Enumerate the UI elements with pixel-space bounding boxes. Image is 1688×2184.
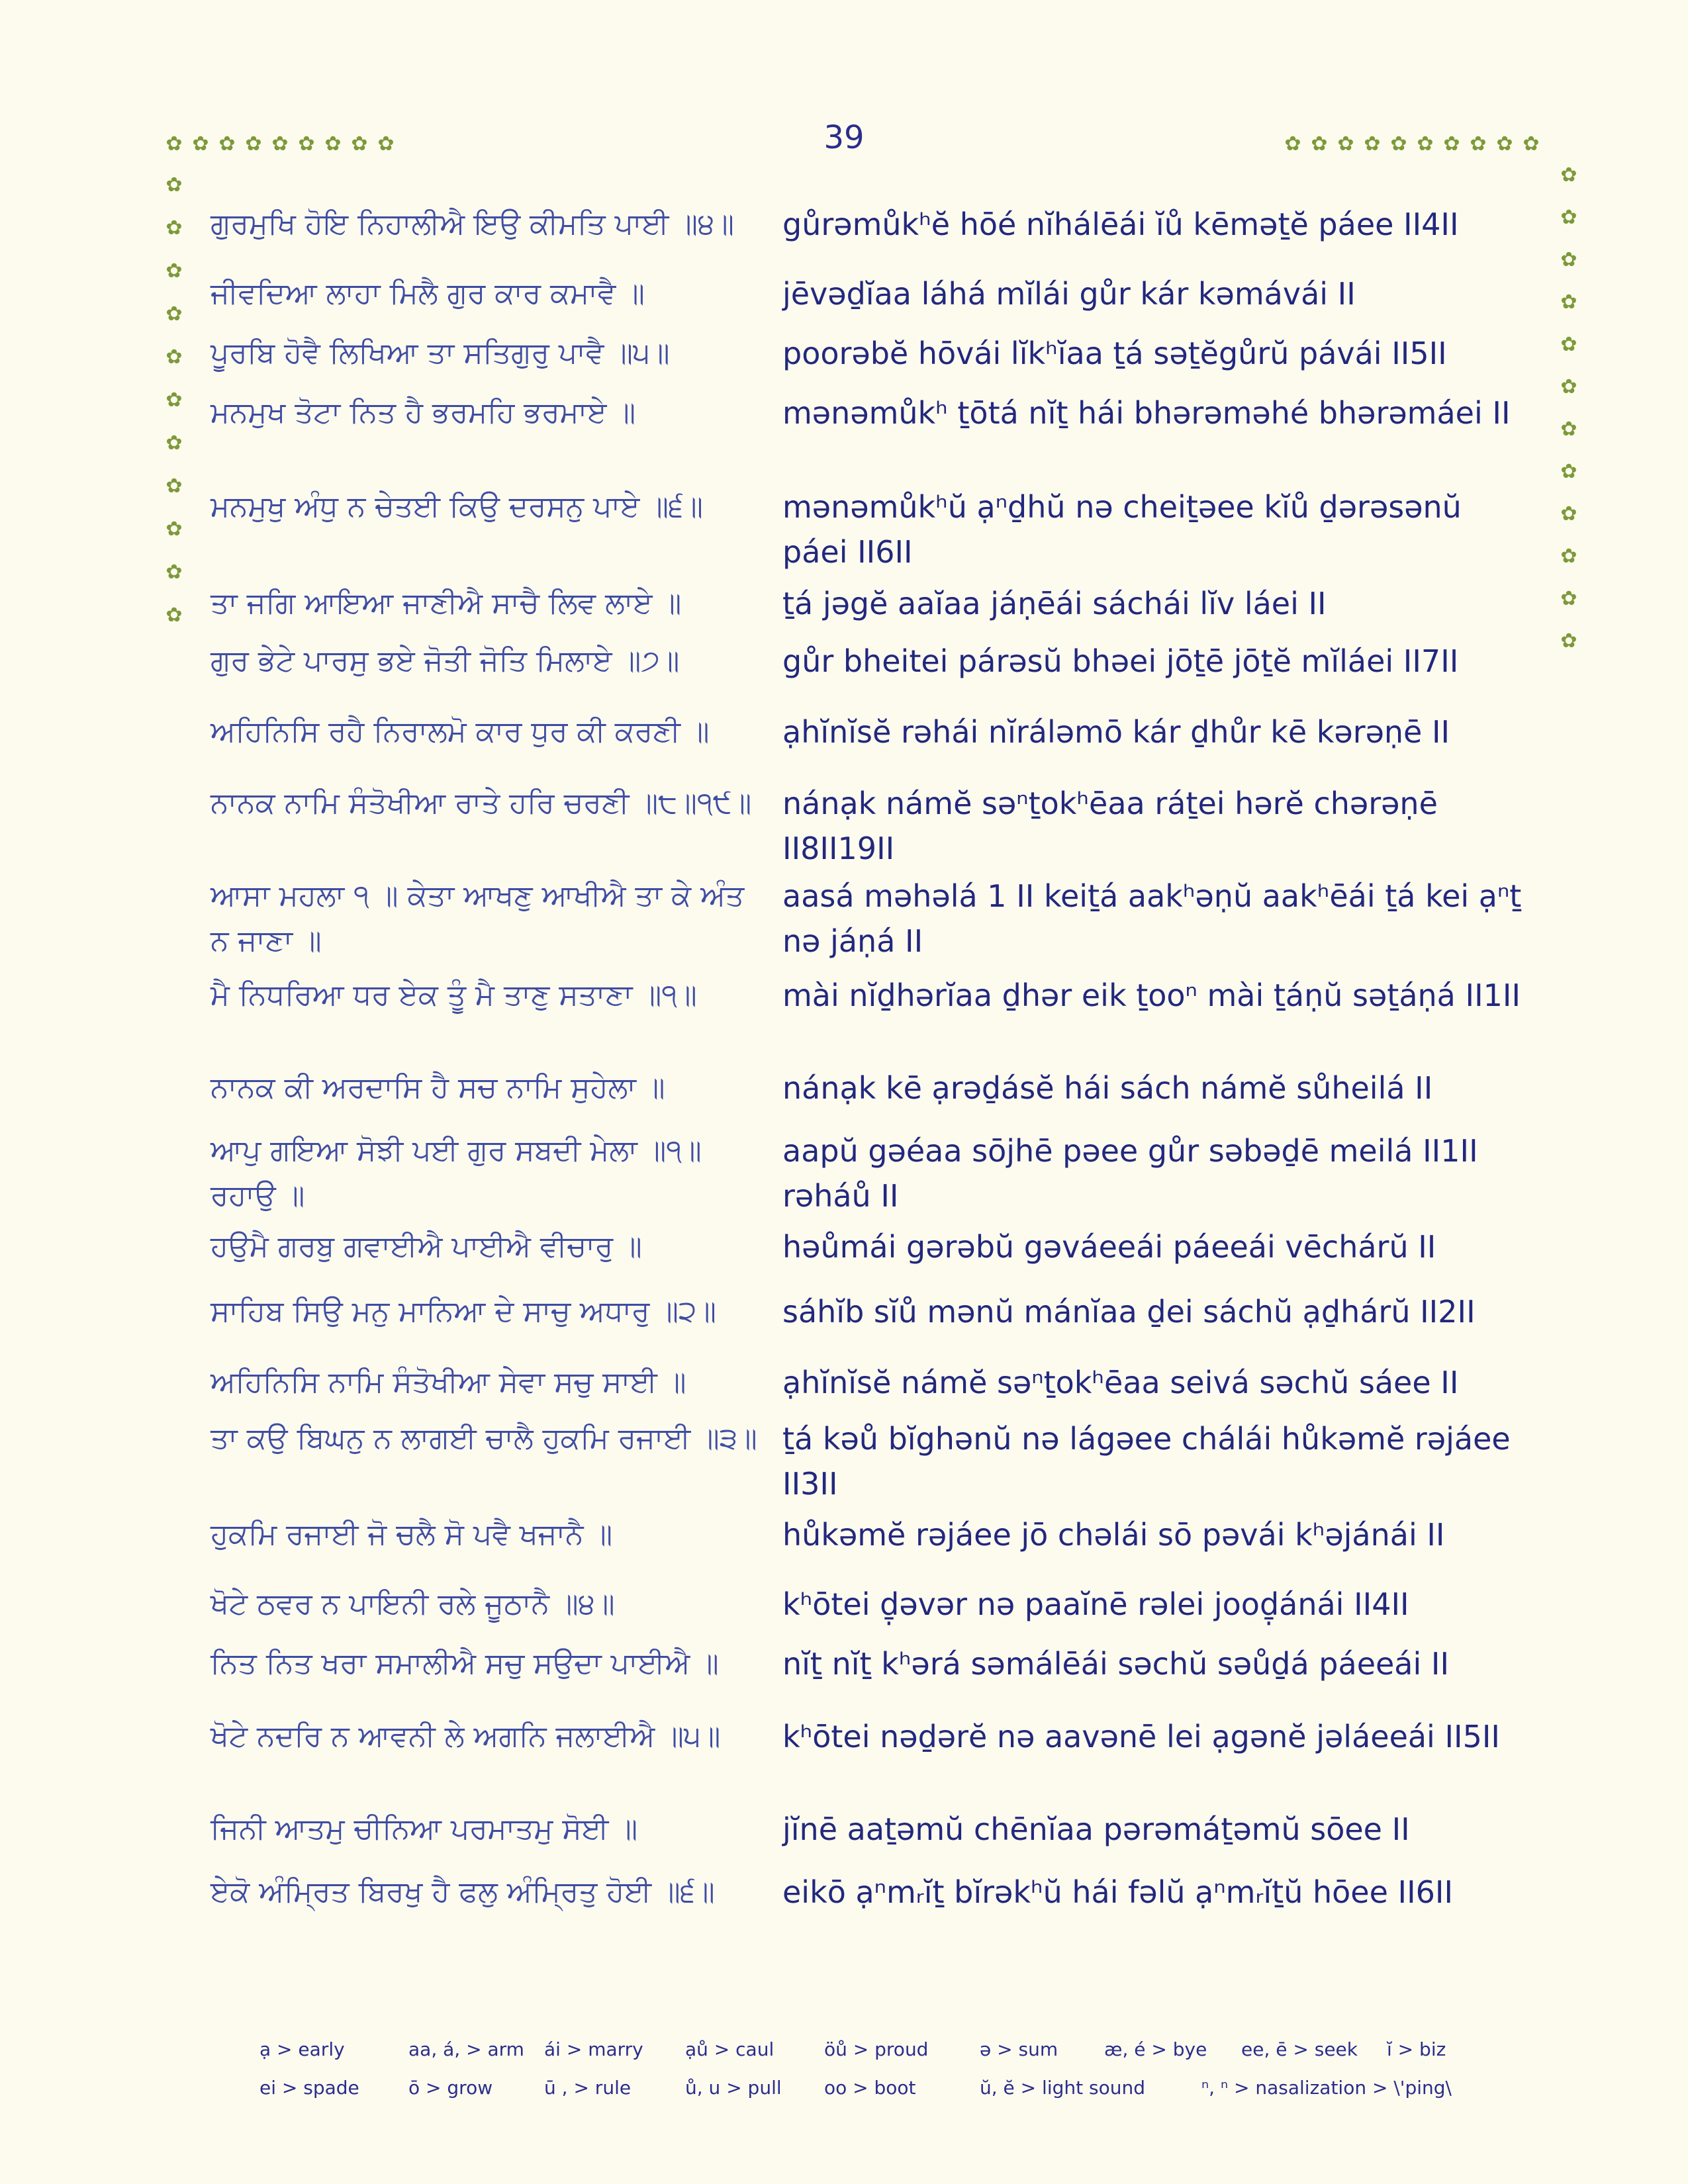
gurmukhi-line: ਏਕੋ ਅੰਮ੍ਰਿਤ ਬਿਰਖੁ ਹੈ ਫਲੁ ਅੰਮ੍ਰਿਤੁ ਹੋਈ ॥੬॥ <box>211 1875 715 1909</box>
transliteration-line: kʰōtei ḏ̣əvər nə paaĭnē rəlei jooḏ̣ánái II4II <box>782 1586 1409 1622</box>
gurmukhi-line: ਹਉਮੈ ਗਰਬੁ ਗਵਾਈਐ ਪਾਈਐ ਵੀਚਾਰੁ ॥ <box>211 1230 642 1263</box>
flower-icon: ✿ <box>1443 132 1460 156</box>
transliteration-line: sáhĭb sĭů mənŭ mánĭaa ḏei sáchŭ ạḏhárŭ II2II <box>782 1294 1476 1330</box>
legend-item: ō > grow <box>408 2077 493 2099</box>
legend-item: ei > spade <box>259 2077 359 2099</box>
legend-item: ạ > early <box>259 2038 345 2060</box>
flower-icon: ✿ <box>1560 629 1577 653</box>
transliteration-line: aapŭ gəéaa sōjhē pəee gůr səbəḏē meilá II1II rəháů II <box>782 1133 1478 1214</box>
transliteration-line: nĭṯ nĭṯ kʰərá səmálēái səchŭ səůḏá páeeái II <box>782 1646 1450 1682</box>
flower-icon: ✿ <box>192 132 209 156</box>
legend-item: ů, u > pull <box>685 2077 782 2099</box>
gurmukhi-line: ਮਨਮੁਖ ਤੋਟਾ ਨਿਤ ਹੈ ਭਰਮਹਿ ਭਰਮਾਏ ॥ <box>211 396 636 430</box>
gurmukhi-line: ਅਹਿਨਿਸਿ ਰਹੈ ਨਿਰਾਲਮੋ ਕਾਰ ਧੁਰ ਕੀ ਕਰਣੀ ॥ <box>211 715 710 749</box>
flower-icon: ✿ <box>1364 132 1381 156</box>
gurmukhi-line: ਖੋਟੇ ਠਵਰ ਨ ਪਾਇਨੀ ਰਲੇ ਜੂਠਾਨੈ ॥੪॥ <box>211 1587 615 1621</box>
gurmukhi-line: ਗੁਰਮੁਖਿ ਹੋਇ ਨਿਹਾਲੀਐ ਇਉ ਕੀਮਤਿ ਪਾਈ ॥੪॥ <box>211 207 735 241</box>
flower-icon: ✿ <box>165 345 183 369</box>
transliteration-line: gůrəmůkʰĕ hōé nĭhálēái ĭů kēməṯĕ páee II4II <box>782 206 1459 242</box>
flower-icon: ✿ <box>1390 132 1407 156</box>
legend-item: ái > marry <box>544 2038 643 2060</box>
flower-icon: ✿ <box>218 132 236 156</box>
gurmukhi-line: ਨਿਤ ਨਿਤ ਖਰਾ ਸਮਾਲੀਐ ਸਚੁ ਸਉਦਾ ਪਾਈਐ ॥ <box>211 1647 719 1680</box>
legend-item: ŭ, ĕ > light sound <box>980 2077 1145 2099</box>
transliteration-line: nánạk námĕ səⁿṯokʰēaa ráṯei hərĕ chərəṇē II8II19II <box>782 786 1438 866</box>
flower-icon: ✿ <box>1496 132 1513 156</box>
transliteration-line: ṯá jəgĕ aaĭaa jáṇēái sáchái lĭv láei II <box>782 586 1327 621</box>
flower-icon: ✿ <box>1311 132 1328 156</box>
legend-item: aa, á, > arm <box>408 2038 524 2060</box>
transliteration-line: ạhĭnĭsĕ námĕ səⁿṯokʰēaa seivá səchŭ sáee II <box>782 1365 1459 1400</box>
legend-item: ee, ē > seek <box>1241 2038 1358 2060</box>
gurmukhi-line: ਹੁਕਮਿ ਰਜਾਈ ਜੋ ਚਲੈ ਸੋ ਪਵੈ ਖਜਾਨੈ ॥ <box>211 1518 613 1551</box>
flower-icon: ✿ <box>165 604 183 627</box>
flower-icon: ✿ <box>165 475 183 498</box>
flower-icon: ✿ <box>1560 375 1577 398</box>
flower-icon: ✿ <box>351 132 368 156</box>
gurmukhi-line: ਤਾ ਕਉ ਬਿਘਨੁ ਨ ਲਾਗਈ ਚਾਲੈ ਹੁਕਮਿ ਰਜਾਈ ॥੩॥ <box>211 1422 757 1455</box>
flower-icon: ✿ <box>1560 460 1577 483</box>
gurmukhi-line: ਨਾਨਕ ਨਾਮਿ ਸੰਤੋਖੀਆ ਰਾਤੇ ਹਰਿ ਚਰਣੀ ॥੮॥੧੯॥ <box>211 786 752 820</box>
legend-item: ū , > rule <box>544 2077 632 2099</box>
flower-icon: ✿ <box>1470 132 1487 156</box>
gurmukhi-line: ਗੁਰ ਭੇਟੇ ਪਾਰਸੁ ਭਏ ਜੋਤੀ ਜੋਤਿ ਮਿਲਾਏ ॥੭॥ <box>211 644 680 678</box>
gurmukhi-line: ਅਹਿਨਿਸਿ ਨਾਮਿ ਸੰਤੋਖੀਆ ਸੇਵਾ ਸਚੁ ਸਾਈ ॥ <box>211 1365 686 1399</box>
flower-icon: ✿ <box>1284 132 1301 156</box>
legend-item: æ, é > bye <box>1104 2038 1207 2060</box>
flower-icon: ✿ <box>165 259 183 283</box>
gurmukhi-line: ਆਪੁ ਗਇਆ ਸੋਝੀ ਪਈ ਗੁਰ ਸਬਦੀ ਮੇਲਾ ॥੧॥ ਰਹਾਉ ॥ <box>211 1134 702 1212</box>
page-number: 39 <box>823 119 865 156</box>
transliteration-line: gůr bheitei párəsŭ bhəei jōṯē jōṯĕ mĭláei II7II <box>782 643 1459 679</box>
transliteration-line: jēvəḏĭaa láhá mĭlái gůr kár kəmávái II <box>782 276 1356 312</box>
transliteration-line: kʰōtei nəḏərĕ nə aavənē lei ạgənĕ jəláeeái II5II <box>782 1719 1500 1754</box>
gurmukhi-line: ਆਸਾ ਮਹਲਾ ੧ ॥ ਕੇਤਾ ਆਖਣੁ ਆਖੀਐ ਤਾ ਕੇ ਅੰਤ ਨ ਜਾਣਾ ॥ <box>211 879 745 958</box>
flower-icon: ✿ <box>165 302 183 326</box>
transliteration-line: aasá məhəlá 1 II keiṯá aakʰəṇŭ aakʰēái ṯá kei ạⁿṯ nə jáṇá II <box>782 878 1522 959</box>
flower-icon: ✿ <box>1523 132 1540 156</box>
flower-icon: ✿ <box>1560 248 1577 271</box>
gurmukhi-line: ਸਾਹਿਬ ਸਿਉ ਮਨੁ ਮਾਨਿਆ ਦੇ ਸਾਚੁ ਅਧਾਰੁ ॥੨॥ <box>211 1295 717 1328</box>
flower-icon: ✿ <box>165 173 183 197</box>
flower-icon: ✿ <box>1560 206 1577 229</box>
gurmukhi-line: ਮਨਮੁਖੁ ਅੰਧੁ ਨ ਚੇਤਈ ਕਿਉ ਦਰਸਨੁ ਪਾਏ ॥੬॥ <box>211 490 704 523</box>
flower-icon: ✿ <box>1417 132 1434 156</box>
flower-icon: ✿ <box>245 132 262 156</box>
flower-icon: ✿ <box>1560 333 1577 356</box>
transliteration-line: jĭnē aaṯəmŭ chēnĭaa pərəmáṯəmŭ sōee II <box>782 1811 1410 1847</box>
transliteration-line: eikō ạⁿmᵣĭṯ bĭrəkʰŭ hái fəlŭ ạⁿmᵣĭṯŭ hōee II6II <box>782 1874 1454 1910</box>
transliteration-line: mənəmůkʰŭ ạⁿḏhŭ nə cheiṯəee kĭů ḏərəsənŭ páei II6II <box>782 489 1462 570</box>
gurmukhi-line: ਖੋਟੇ ਨਦਰਿ ਨ ਆਵਨੀ ਲੇ ਅਗਨਿ ਜਲਾਈਐ ॥੫॥ <box>211 1719 721 1753</box>
gurmukhi-line: ਜਿਨੀ ਆਤਮੁ ਚੀਨਿਆ ਪਰਮਾਤਮੁ ਸੋਈ ॥ <box>211 1812 638 1846</box>
transliteration-line: həůmái gərəbŭ gəváeeái páeeái vēchárŭ II <box>782 1229 1436 1265</box>
gurmukhi-line: ਨਾਨਕ ਕੀ ਅਰਦਾਸਿ ਹੈ ਸਚ ਨਾਮਿ ਸੁਹੇਲਾ ॥ <box>211 1071 665 1105</box>
flower-icon: ✿ <box>377 132 395 156</box>
legend-item: öů > proud <box>824 2038 929 2060</box>
legend-item: ĭ > biz <box>1387 2038 1446 2060</box>
flower-icon: ✿ <box>165 518 183 541</box>
gurmukhi-line: ਜੀਵਦਿਆ ਲਾਹਾ ਮਿਲੈ ਗੁਰ ਕਾਰ ਕਮਾਵੈ ॥ <box>211 277 645 310</box>
flower-icon: ✿ <box>1560 545 1577 568</box>
transliteration-line: hůkəmĕ rəjáee jō chəlái sō pəvái kʰəjánái II <box>782 1517 1445 1553</box>
legend-item: ⁿ, ⁿ > nasalization > \'ping\ <box>1201 2077 1452 2099</box>
legend-item: oo > boot <box>824 2077 916 2099</box>
flower-icon: ✿ <box>1560 291 1577 314</box>
flower-icon: ✿ <box>165 432 183 455</box>
flower-icon: ✿ <box>324 132 342 156</box>
flower-icon: ✿ <box>165 561 183 584</box>
legend-item: ə > sum <box>980 2038 1058 2060</box>
flower-icon: ✿ <box>1560 163 1577 187</box>
flower-icon: ✿ <box>298 132 315 156</box>
transliteration-line: mài nĭḏhərĭaa ḏhər eik ṯooⁿ mài ṯáṇŭ səṯáṇá II1II <box>782 978 1521 1013</box>
flower-icon: ✿ <box>1560 587 1577 610</box>
flower-icon: ✿ <box>1337 132 1354 156</box>
gurmukhi-line: ਪੂਰਬਿ ਹੋਵੈ ਲਿਖਿਆ ਤਾ ਸਤਿਗੁਰੁ ਪਾਵੈ ॥੫॥ <box>211 336 670 370</box>
transliteration-line: ṯá kəů bĭghənŭ nə lágəee chálái hůkəmĕ rəjáee II3II <box>782 1421 1511 1502</box>
flower-icon: ✿ <box>271 132 289 156</box>
flower-icon: ✿ <box>1560 418 1577 441</box>
transliteration-line: nánạk kē ạrəḏásĕ hái sách námĕ sůheilá II <box>782 1070 1433 1106</box>
transliteration-line: mənəmůkʰ ṯōtá nĭṯ hái bhərəməhé bhərəmáei II <box>782 395 1511 431</box>
flower-icon: ✿ <box>165 216 183 240</box>
flower-icon: ✿ <box>1560 502 1577 525</box>
flower-icon: ✿ <box>165 132 183 156</box>
transliteration-line: ạhĭnĭsĕ rəhái nĭráləmō kár ḏhůr kē kərəṇē II <box>782 714 1450 750</box>
gurmukhi-line: ਤਾ ਜਗਿ ਆਇਆ ਜਾਣੀਐ ਸਾਚੈ ਲਿਵ ਲਾਏ ॥ <box>211 586 682 620</box>
transliteration-line: poorəbĕ hōvái lĭkʰĭaa ṯá səṯĕgůrŭ pávái II5II <box>782 336 1447 371</box>
gurmukhi-line: ਮੈ ਨਿਧਰਿਆ ਧਰ ਏਕ ਤੂੰ ਮੈ ਤਾਣੁ ਸਤਾਣਾ ॥੧॥ <box>211 978 697 1012</box>
legend-item: ạů > caul <box>685 2038 774 2060</box>
flower-icon: ✿ <box>165 388 183 412</box>
